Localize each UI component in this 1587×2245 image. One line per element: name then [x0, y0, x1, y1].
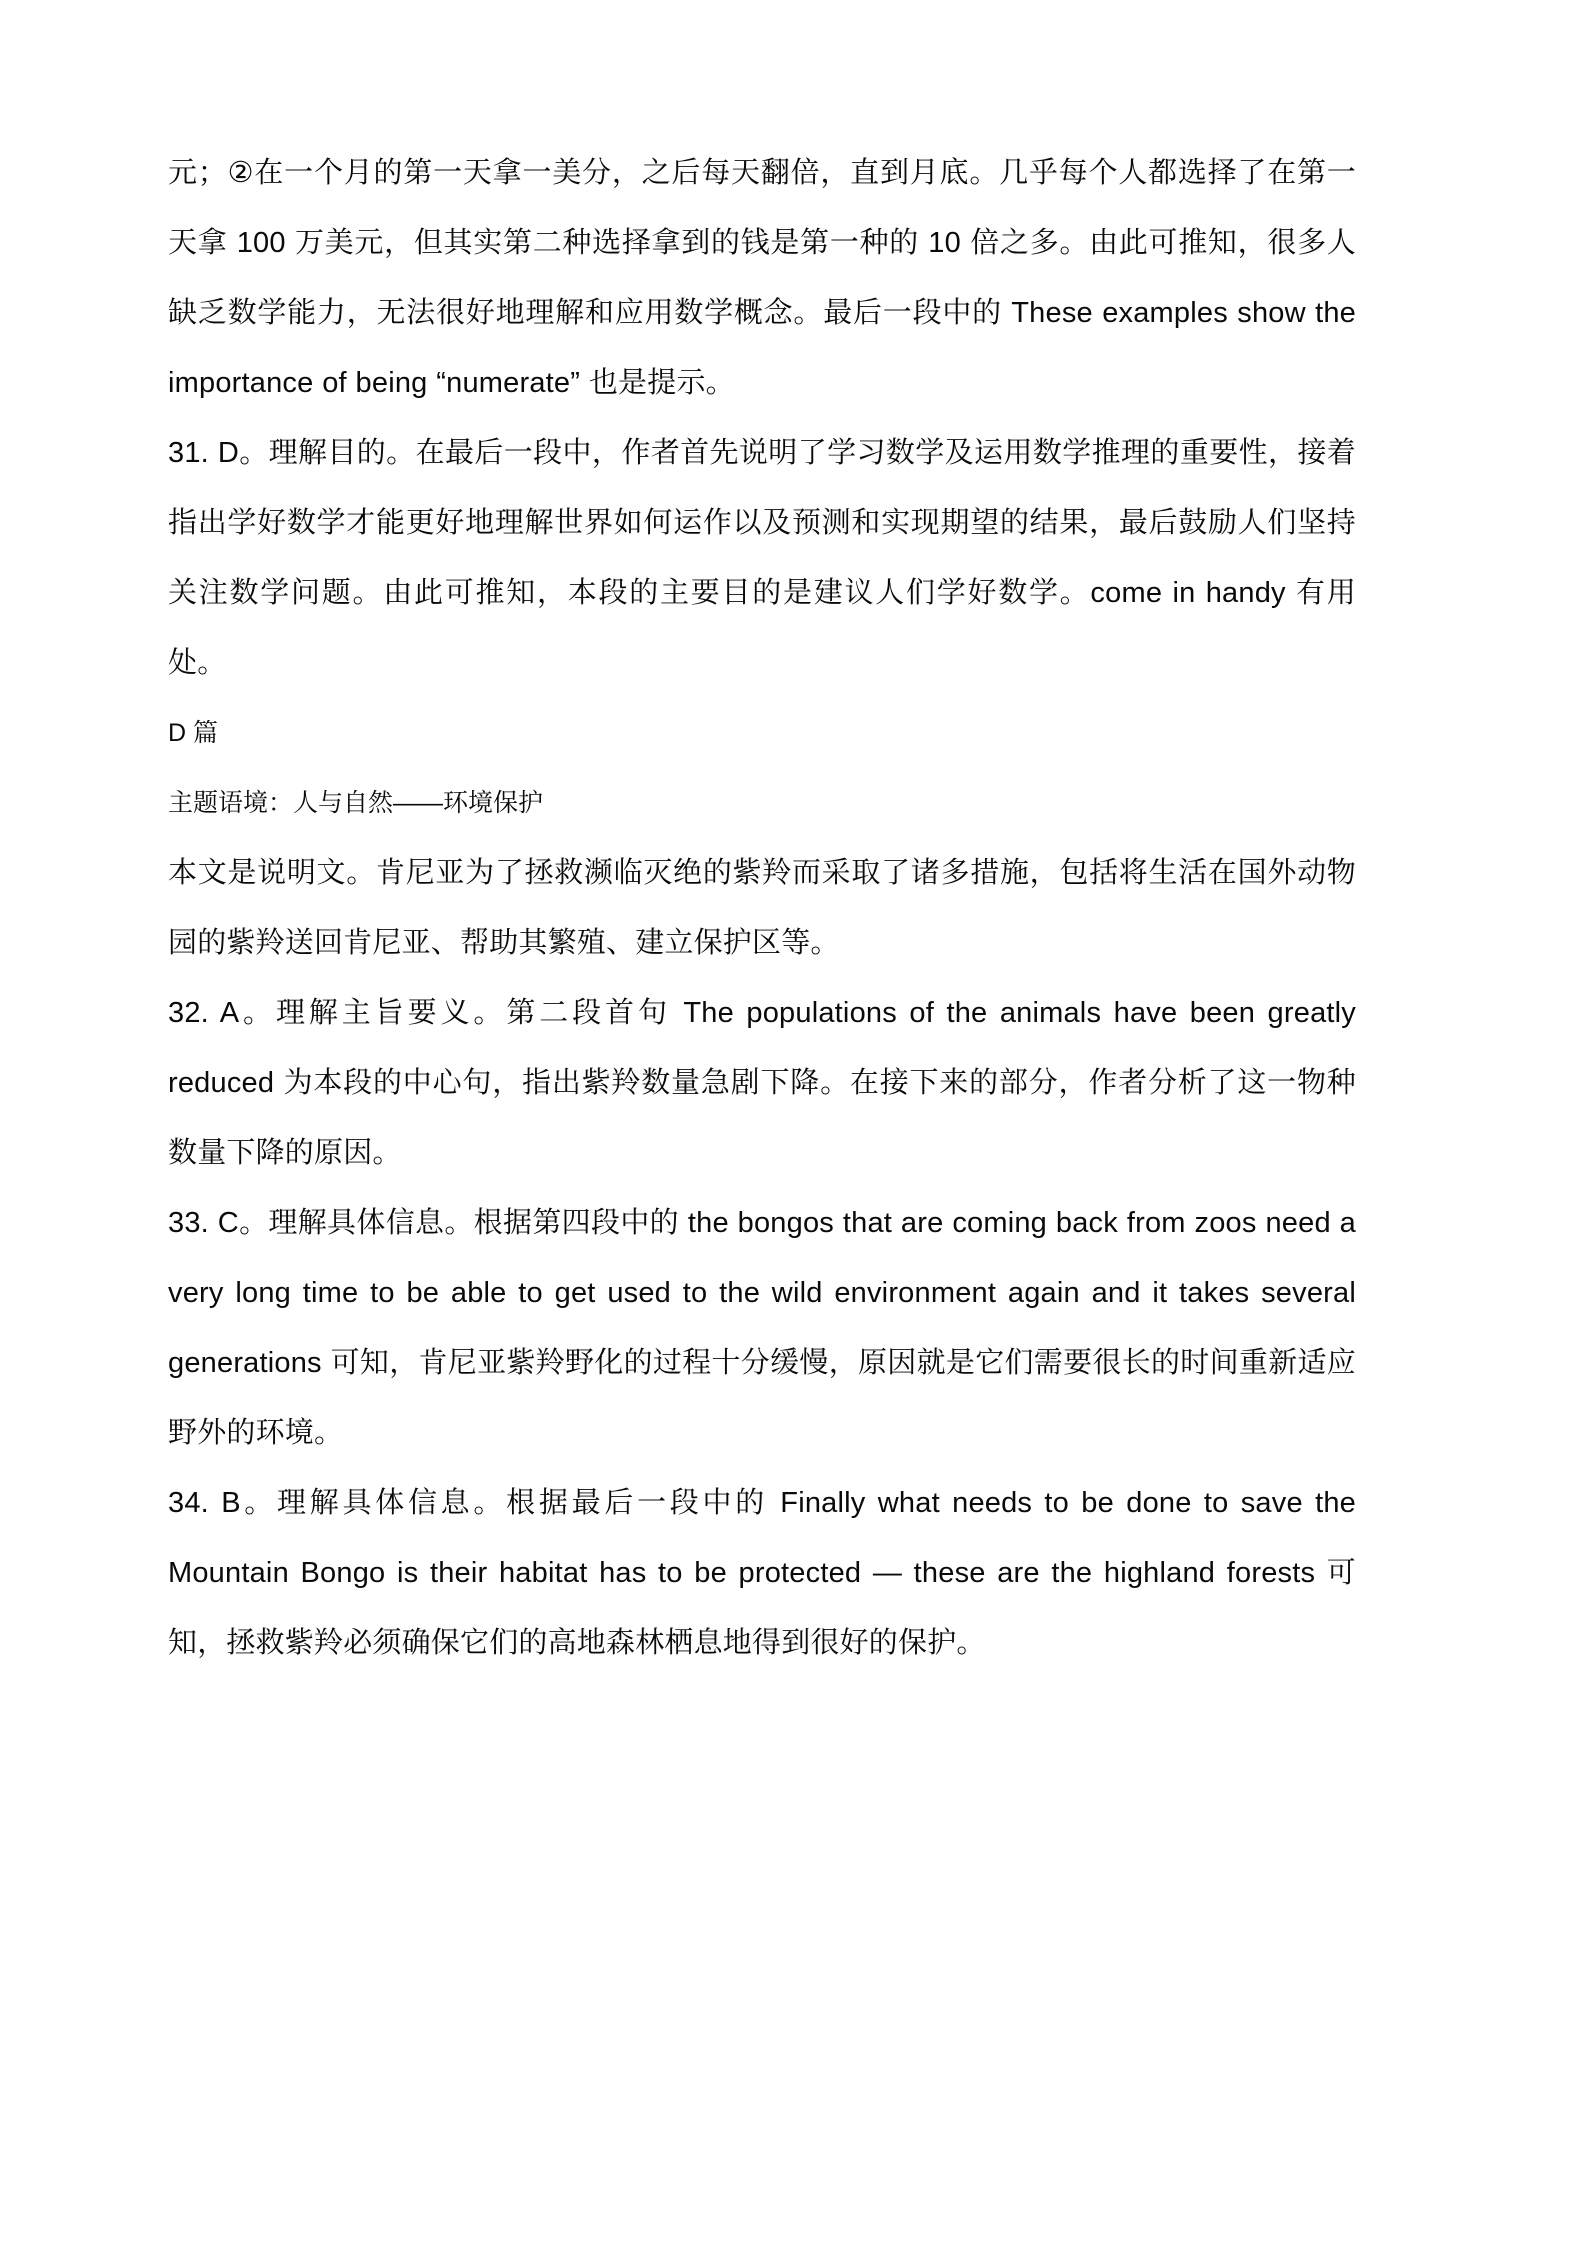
document-text-column: [168, 138, 1356, 1678]
paragraph-item-33: 33. C。理解具体信息。根据第四段中的 the bongos that are coming back from zoos need a very long time to be able to get used to the wild environment again and it takes several generations 可知，肯尼亚紫羚野化的过程十分缓慢，原因就是它们需要很长的时间重新适应野外的环境。: [168, 1207, 1356, 1449]
paragraph-item-32: 32. A。理解主旨要义。第二段首句 The populations of the animals have been greatly reduced 为本段的中心句，指出紫羚数量急剧下降。在接下来的部分，作者分析了这一物种数量下降的原因。: [168, 997, 1356, 1169]
theme-context-line: 主题语境：人与自然——环境保护: [168, 789, 544, 817]
paragraph-item-34: 34. B。理解具体信息。根据最后一段中的 Finally what needs to be done to save the Mountain Bongo is their habitat has to be protected — these are the highland forests 可知，拯救紫羚必须确保它们的高地森林栖息地得到很好的保护。: [168, 1487, 1356, 1659]
paragraph-passage-summary: 本文是说明文。肯尼亚为了拯救濒临灭绝的紫羚而采取了诸多措施，包括将生活在国外动物园的紫羚送回肯尼亚、帮助其繁殖、建立保护区等。: [168, 857, 1356, 959]
paragraph-item-31: 31. D。理解目的。在最后一段中，作者首先说明了学习数学及运用数学推理的重要性，接着指出学好数学才能更好地理解世界如何运作以及预测和实现期望的结果，最后鼓励人们坚持关注数学问题。由此可推知，本段的主要目的是建议人们学好数学。come in handy 有用处。: [168, 437, 1356, 679]
section-heading-d: D 篇: [168, 719, 219, 747]
paragraph-item-30-continued: 元；②在一个月的第一天拿一美分，之后每天翻倍，直到月底。几乎每个人都选择了在第一天拿 100 万美元，但其实第二种选择拿到的钱是第一种的 10 倍之多。由此可推知，很多人缺乏数学能力，无法很好地理解和应用数学概念。最后一段中的 These examples show the importance of being “numerate” 也是提示。: [168, 157, 1356, 399]
